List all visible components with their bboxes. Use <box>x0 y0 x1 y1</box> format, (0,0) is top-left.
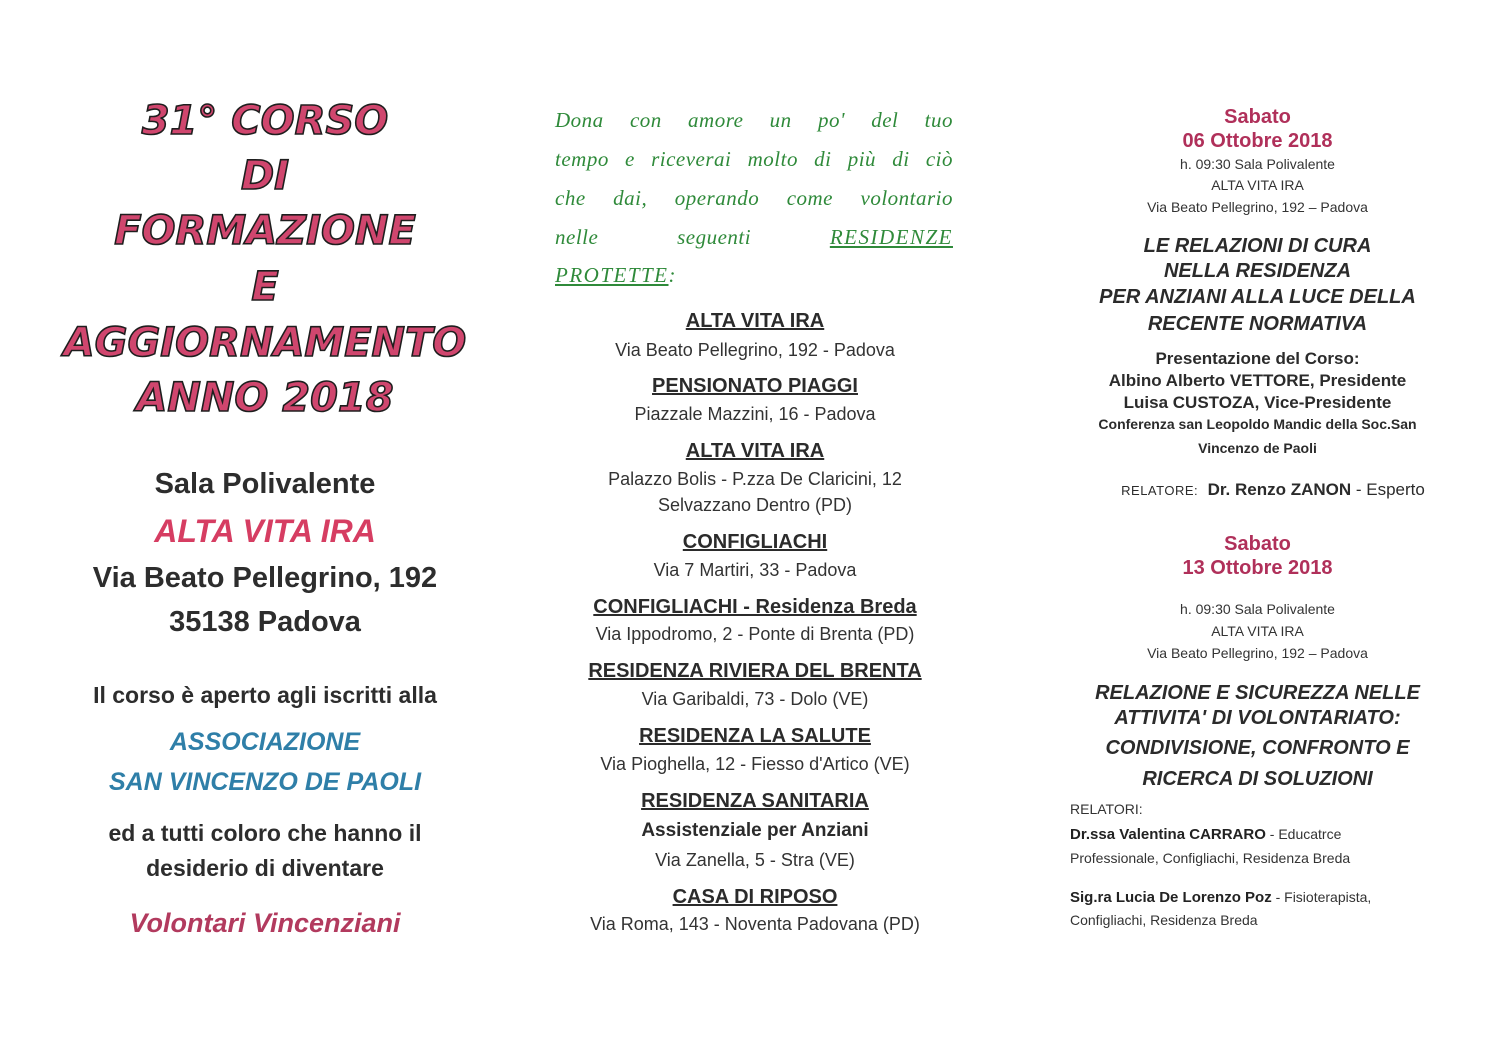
residence-address: Via Ippodromo, 2 - Ponte di Brenta (PD) <box>595 624 915 644</box>
session2-address: Via Beato Pellegrino, 192 – Padova <box>1147 645 1368 661</box>
intro-word: seguenti <box>677 225 752 249</box>
intro-residences-word: RESIDENZE <box>829 225 953 249</box>
residence-address: Via Pioghella, 12 - Fiesso d'Artico (VE) <box>600 754 910 774</box>
residence-name: ALTA VITA IRA <box>685 440 825 462</box>
residence-address: Piazzale Mazzini, 16 - Padova <box>634 404 876 424</box>
session1-topic: LE RELAZIONI DI CURA <box>1143 235 1372 257</box>
association-name-2: SAN VINCENZO DE PAOLI <box>108 768 422 796</box>
left-panel <box>40 0 490 1060</box>
session1-address: Via Beato Pellegrino, 192 – Padova <box>1147 199 1368 215</box>
session2-speaker-1-role: Professionale, Configliachi, Residenza Breda <box>1070 850 1351 866</box>
course-title-line: 31° CORSO <box>141 98 389 144</box>
intro-text-line <box>555 225 953 250</box>
residence-name: ALTA VITA IRA <box>685 310 825 332</box>
association-name: ASSOCIAZIONE <box>169 728 361 756</box>
residence-address: Via Garibaldi, 73 - Dolo (VE) <box>641 689 869 709</box>
session1-topic: NELLA RESIDENZA <box>1163 260 1352 282</box>
presenter-1: Albino Alberto VETTORE, Presidente <box>1108 371 1407 390</box>
intro-text-line: che dai, operando come volontario <box>555 186 953 210</box>
open-to-text: Il corso è aperto agli iscritti alla <box>93 682 437 708</box>
residence-address: Via Zanella, 5 - Stra (VE) <box>655 850 855 870</box>
intro-text-line <box>555 263 953 288</box>
residence-address: Selvazzano Dentro (PD) <box>657 495 853 515</box>
residence-name: RESIDENZA SANITARIA <box>641 790 869 812</box>
organization-line-2: Vincenzo de Paoli <box>1198 440 1317 456</box>
intro-text-line: Dona con amore un po' del tuo <box>555 108 953 132</box>
intro-text-line: tempo e riceverai molto di più di ciò <box>555 147 953 171</box>
session2-topic: ATTIVITA' DI VOLONTARIATO: <box>1114 707 1401 729</box>
residence-name: CASA DI RIPOSO <box>672 886 838 908</box>
venue-city: 35138 Padova <box>169 606 361 638</box>
residence-name: CONFIGLIACHI - Residenza Breda <box>593 596 917 618</box>
session2-day: Sabato <box>1224 533 1291 555</box>
session2-date: 13 Ottobre 2018 <box>1182 557 1333 579</box>
session2-speaker-2 <box>1070 889 1460 906</box>
residence-name: RESIDENZA RIVIERA DEL BRENTA <box>588 660 922 682</box>
residence-address: Via 7 Martiri, 33 - Padova <box>653 560 857 580</box>
intro-word: nelle <box>555 225 599 249</box>
session2-topic: RICERCA DI SOLUZIONI <box>1142 768 1373 790</box>
presentation-label: Presentazione del Corso: <box>1155 349 1360 368</box>
session2-topic: CONDIVISIONE, CONFRONTO E <box>1105 737 1410 759</box>
residence-name: RESIDENZA LA SALUTE <box>639 725 871 747</box>
session2-speakers-label: RELATORI: <box>1070 801 1143 817</box>
session1-topic: PER ANZIANI ALLA LUCE DELLA <box>1099 286 1416 308</box>
session1-day: Sabato <box>1224 106 1291 128</box>
speaker-role: - Fisioterapista, <box>1271 889 1372 905</box>
course-title-line: FORMAZIONE <box>114 208 416 254</box>
session1-time: h. 09:30 Sala Polivalente <box>1180 156 1335 172</box>
residence-name: CONFIGLIACHI <box>682 531 828 553</box>
session1-topic: RECENTE NORMATIVA <box>1147 313 1368 335</box>
session2-venue: ALTA VITA IRA <box>1211 623 1304 639</box>
speaker-name: Dr.ssa Valentina CARRARO <box>1070 826 1266 843</box>
speaker-label: RELATORE: <box>1121 483 1199 498</box>
speaker-name: Dr. Renzo ZANON <box>1207 480 1352 499</box>
residence-address: Via Roma, 143 - Noventa Padovana (PD) <box>590 914 920 934</box>
speaker-name: Sig.ra Lucia De Lorenzo Poz <box>1070 889 1272 906</box>
course-title-line: DI <box>240 153 290 199</box>
session2-speaker-2-role: Configliachi, Residenza Breda <box>1070 912 1258 928</box>
session2-time: h. 09:30 Sala Polivalente <box>1180 601 1335 617</box>
volunteers-title: Volontari Vincenziani <box>129 908 401 938</box>
others-text-2: desiderio di diventare <box>146 855 384 881</box>
course-title-line: E <box>251 264 279 310</box>
session1-speaker <box>1088 480 1458 500</box>
course-title-line: AGGIORNAMENTO <box>63 320 467 366</box>
session1-venue: ALTA VITA IRA <box>1211 177 1304 193</box>
middle-panel <box>545 0 965 1060</box>
intro-protected-word: PROTETTE <box>555 263 669 287</box>
session2-topic: RELAZIONE E SICUREZZA NELLE <box>1095 682 1420 704</box>
others-text: ed a tutti coloro che hanno il <box>108 820 422 846</box>
session2-speaker-1 <box>1070 826 1460 843</box>
venue-label: Sala Polivalente <box>154 468 376 500</box>
venue-name: ALTA VITA IRA <box>154 513 376 549</box>
right-panel <box>1060 0 1455 1060</box>
residence-subtitle: Assistenziale per Anziani <box>641 820 869 841</box>
course-title-line: ANNO 2018 <box>136 375 394 421</box>
residence-address: Palazzo Bolis - P.zza De Claricini, 12 <box>608 469 902 489</box>
residence-name: PENSIONATO PIAGGI <box>652 375 858 397</box>
organization-line: Conferenza san Leopoldo Mandic della Soc.San <box>1098 416 1417 432</box>
session1-date: 06 Ottobre 2018 <box>1182 130 1333 152</box>
speaker-role: - Educatrce <box>1265 826 1342 842</box>
speaker-role: - Esperto <box>1351 480 1425 499</box>
residence-address: Via Beato Pellegrino, 192 - Padova <box>615 340 895 360</box>
presenter-2: Luisa CUSTOZA, Vice-Presidente <box>1123 393 1392 412</box>
intro-colon: : <box>668 263 677 287</box>
venue-address: Via Beato Pellegrino, 192 <box>92 562 438 594</box>
